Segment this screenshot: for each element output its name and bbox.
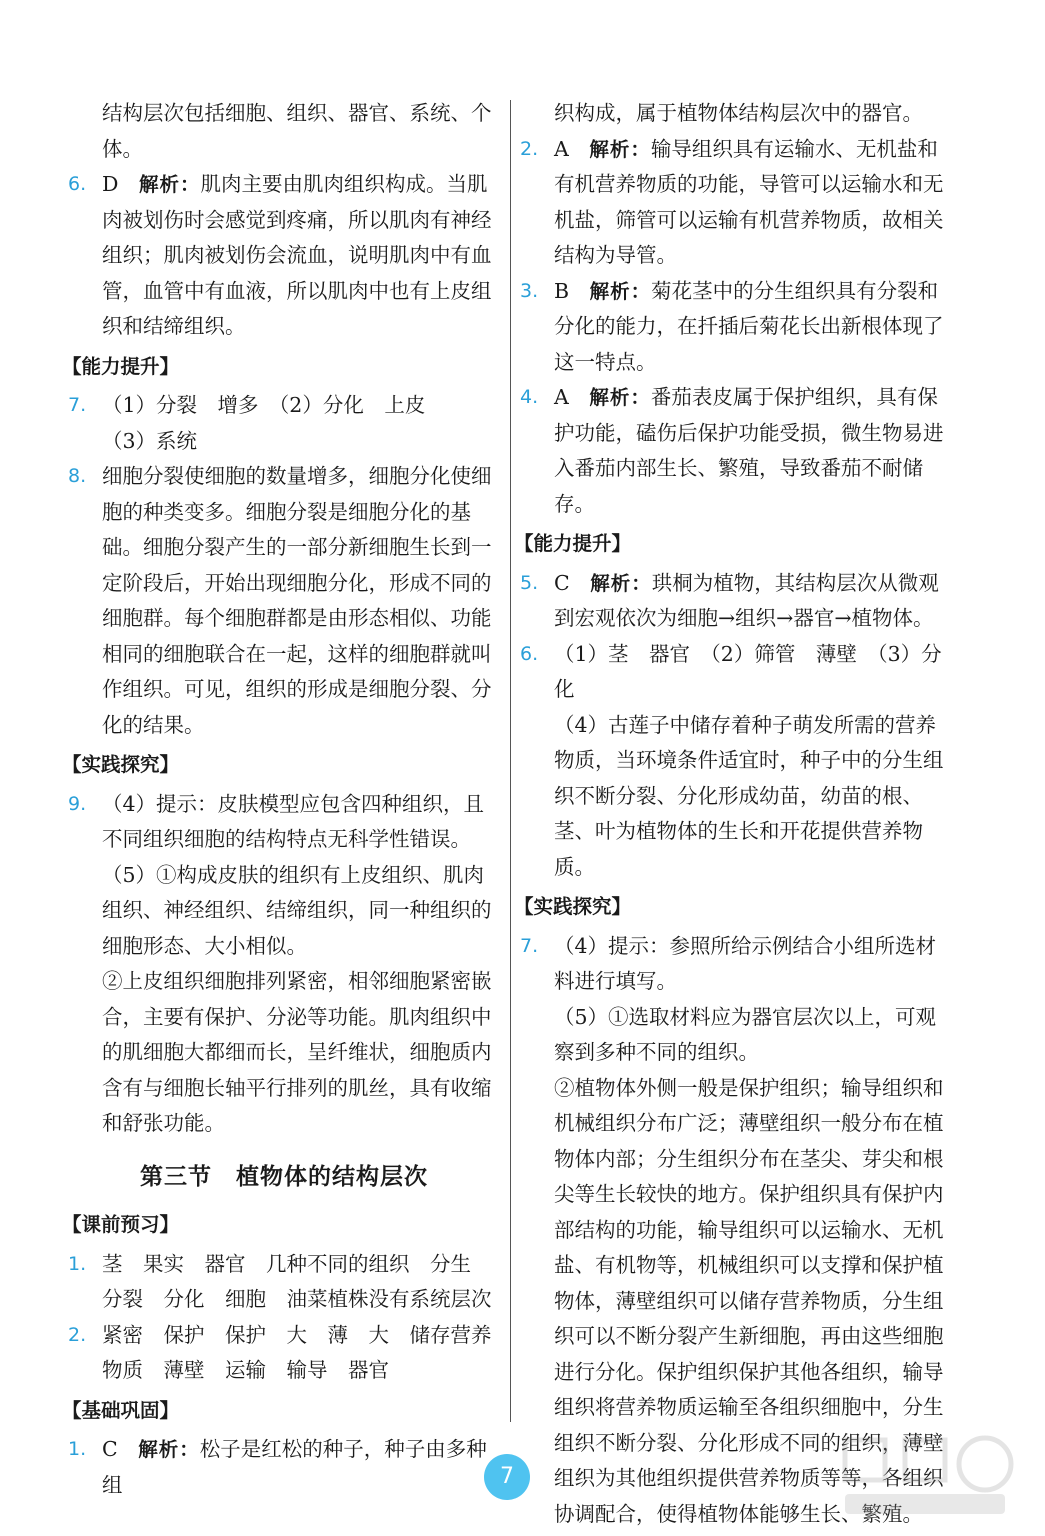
item-number: 6. [520,642,539,665]
answer-item-9 [68,787,500,1142]
analysis-label: 解析： [138,1438,200,1461]
answer-item-k1 [68,1247,500,1318]
watermark-logo [825,1426,1025,1526]
answer-text: （4）提示：皮肤模型应包含四种组织，且不同组织细胞的结构特点无科学性错误。 [102,791,485,851]
left-column [62,96,500,1503]
answer-item-b5 [520,566,952,637]
answer-letter: A [554,385,569,409]
intro-text: 结构层次包括细胞、组织、器官、系统、个体。 [102,101,492,161]
right-column [514,96,952,1532]
answer-item-k2 [68,1318,500,1389]
item-number: 2. [520,137,539,160]
item-number: 2. [68,1323,87,1346]
item-number: 7. [520,934,539,957]
section-heading: 【课前预习】 [62,1213,180,1236]
item-number: 4. [520,386,539,408]
answer-item-6 [68,167,500,345]
item-number: 5. [520,571,539,594]
answer-text: 菊花茎中的分生组织具有分裂和分化的能力，在扦插后菊花长出新根体现了这一特点。 [554,278,944,374]
answer-item-b3 [520,274,952,381]
answer-text: 细胞分裂使细胞的数量增多，细胞分化使细胞的种类变多。细胞分裂是细胞分化的基础。细胞分裂产生的一部分新细胞生长到一定阶段后，开始出现细胞分化，形成不同的细胞群。每个细胞群都是由形态相似、功能相同的细胞联合在一起，这样的细胞群就叫作组织。可见，组织的形成是细胞分裂、分化的结果。 [102,464,492,737]
section-heading: 【能力提升】 [62,354,180,378]
answer-text: （5）①构成皮肤的组织有上皮组织、肌肉组织、神经组织、结缔组织，同一种组织的细胞形态、大小相似。 [102,862,492,958]
chapter-title: 第三节 植物体的结构层次 [140,1163,428,1190]
section-heading: 【实践探究】 [62,753,180,776]
answer-text: 肌肉主要由肌肉组织构成。当肌肉被划伤时会感觉到疼痛，所以肌肉有神经组织；肌肉被划伤会流血，说明肌肉中有血管，血管中有血液，所以肌肉中也有上皮组织和结缔组织。 [102,172,492,338]
answer-line: （1）茎 器官 （2）筛管 薄壁 （3）分化 [554,641,942,701]
analysis-label: 解析： [589,137,651,161]
answer-text: 输导组织具有运输水、无机盐和有机营养物质的功能，导管可以运输水和无机盐，筛管可以运输有机营养物质，故相关结构为导管。 [554,136,944,267]
answer-letter: A [554,136,569,161]
answer-text: 紧密 保护 保护 大 薄 大 储存营养物质 薄壁 运输 输导 器官 [102,1322,492,1382]
answer-item-b4 [520,380,952,522]
answer-item-7 [68,388,500,459]
section-heading: 【基础巩固】 [62,1398,180,1422]
answer-item-b2 [520,132,952,274]
answer-letter: D [102,172,119,196]
answer-line: （3）系统 [102,428,198,453]
item-number: 9. [68,792,87,815]
intro-text: 织构成，属于植物体结构层次中的器官。 [554,101,923,125]
section-heading: 【能力提升】 [514,532,632,555]
section-heading: 【实践探究】 [514,895,632,918]
answer-text: （4）古莲子中储存着种子萌发所需的营养物质，当环境条件适宜时，种子中的分生组织不断分裂、分化形成幼苗，幼苗的根、茎、叶为植物体的生长和开花提供营养物质。 [554,712,944,879]
answer-item-b1 [68,1432,500,1503]
answer-text: ②上皮组织细胞排列紧密，相邻细胞紧密嵌合，主要有保护、分泌等功能。肌肉组织中的肌细胞大都细而长，呈纤维状，细胞质内含有与细胞长轴平行排列的肌丝，具有收缩和舒张功能。 [102,969,492,1135]
answer-item-8 [68,459,500,743]
analysis-label: 解析： [589,386,651,409]
answer-text: （5）①选取材料应为器官层次以上，可观察到多种不同的组织。 [554,1004,937,1064]
page-number-badge: 7 [484,1454,530,1500]
analysis-label: 解析： [138,173,201,196]
analysis-label: 解析： [590,571,652,595]
item-number: 6. [68,173,87,195]
answer-text: 松子是红松的种子，种子由多种组 [102,1437,487,1497]
item-number: 1. [68,1252,87,1275]
answer-line: （1）分裂 增多 （2）分化 上皮 [102,393,426,417]
answer-letter: B [554,278,570,303]
item-number: 7. [68,394,87,416]
answer-letter: C [102,1437,118,1461]
answer-text: ②植物体外侧一般是保护组织；输导组织和机械组织分布广泛；薄壁组织一般分布在植物体内部；分生组织分布在茎尖、芽尖和根尖等生长较快的地方。保护组织具有保护内部结构的功能，输导组织可以运输水、无机盐、有机物等，机械组织可以支撑和保护植物体，薄壁组织可以储存营养物质，分生组织可以不断分裂产生新细胞，再由这些细胞进行分化。保护组织保护其他各组织，输导组织将营养物质运输至各组织细胞中，分生组织不断分裂、分化形成不同的组织，薄壁组织为其他组织提供营养物质等等，各组织协调配合，使得植物体能够生长、繁殖。 [554,1075,944,1526]
answer-text: 茎 果实 器官 几种不同的组织 分生 分裂 分化 细胞 油菜植株没有系统层次 [102,1251,492,1311]
answer-item-b6 [520,637,952,886]
analysis-label: 解析： [589,279,652,303]
item-number: 8. [68,465,87,487]
item-number: 1. [68,1438,87,1460]
answer-text: 番茄表皮属于保护组织，具有保护功能，磕伤后保护功能受损，微生物易进入番茄内部生长、繁殖，导致番茄不耐储存。 [554,385,944,516]
item-number: 3. [520,279,539,302]
answer-letter: C [554,570,570,595]
column-divider [510,100,511,1422]
answer-text: 珙桐为植物，其结构层次从微观到宏观依次为细胞→组织→器官→植物体。 [554,570,939,630]
answer-text: （4）提示：参照所给示例结合小组所选材料进行填写。 [554,933,937,993]
